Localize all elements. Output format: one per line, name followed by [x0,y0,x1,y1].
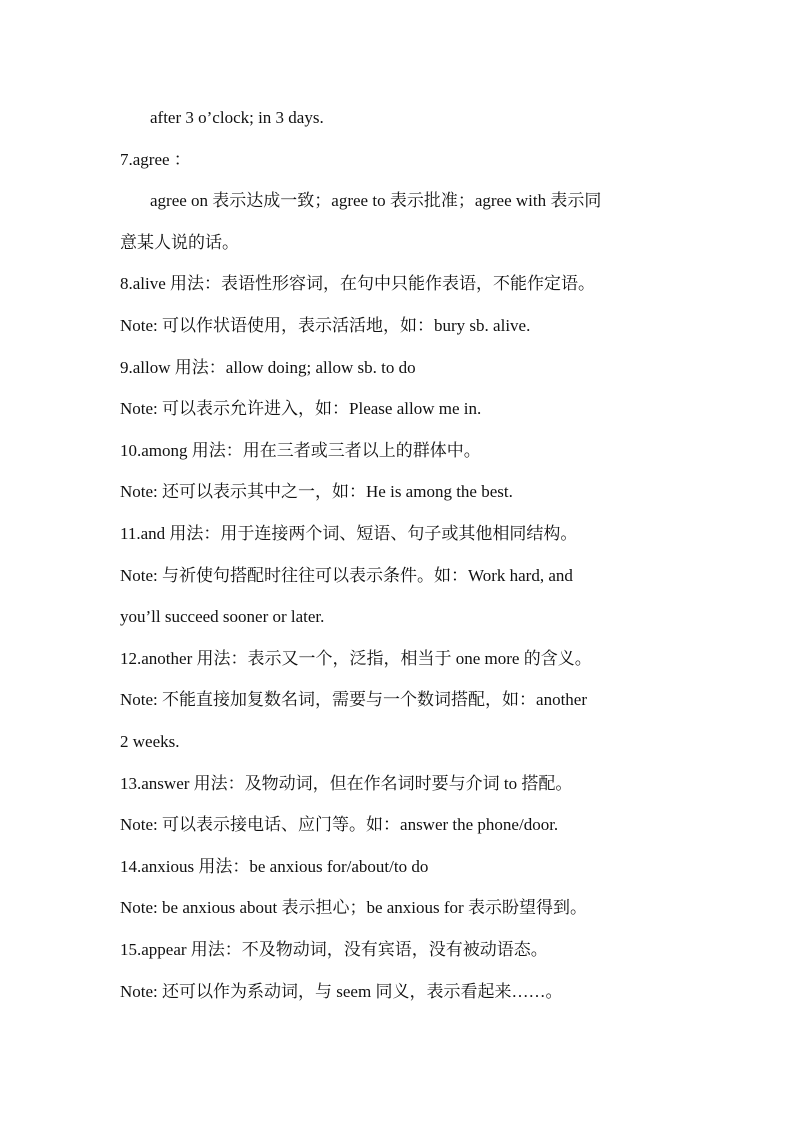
text-line-agree-usage-cont: 意某人说的话。 [120,233,239,252]
text-line-continuation: after 3 o’clock; in 3 days. [150,108,324,127]
entry-heading-allow: 9.allow 用法：allow doing; allow sb. to do [120,358,416,377]
note-anxious: Note: be anxious about 表示担心；be anxious for 表示盼望得到。 [120,898,587,917]
note-another: Note: 不能直接加复数名词，需要与一个数词搭配，如：another [120,690,587,709]
entry-heading-agree: 7.agree ： [120,150,191,169]
note-and: Note: 与祈使句搭配时往往可以表示条件。如：Work hard, and [120,566,573,585]
note-allow: Note: 可以表示允许进入，如：Please allow me in. [120,399,482,418]
entry-heading-among: 10.among 用法：用在三者或三者以上的群体中。 [120,441,481,460]
note-among: Note: 还可以表示其中之一，如：He is among the best. [120,482,513,501]
note-answer: Note: 可以表示接电话、应门等。如：answer the phone/door. [120,815,559,834]
note-and-cont: you’ll succeed sooner or later. [120,607,325,626]
entry-heading-and: 11.and 用法：用于连接两个词、短语、句子或其他相同结构。 [120,524,578,543]
entry-heading-appear: 15.appear 用法：不及物动词，没有宾语，没有被动语态。 [120,940,548,959]
note-alive: Note: 可以作状语使用，表示活活地，如：bury sb. alive. [120,316,531,335]
entry-heading-anxious: 14.anxious 用法：be anxious for/about/to do [120,857,429,876]
note-appear: Note: 还可以作为系动词，与 seem 同义，表示看起来……。 [120,982,563,1001]
entry-heading-answer: 13.answer 用法：及物动词，但在作名词时要与介词 to 搭配。 [120,774,573,793]
text-line-agree-usage: agree on 表示达成一致；agree to 表示批准；agree with 表示同 [150,191,602,210]
note-another-cont: 2 weeks. [120,732,180,751]
entry-heading-another: 12.another 用法：表示又一个，泛指，相当于 one more 的含义。 [120,649,592,668]
entry-heading-alive: 8.alive 用法：表语性形容词，在句中只能作表语，不能作定语。 [120,274,596,293]
